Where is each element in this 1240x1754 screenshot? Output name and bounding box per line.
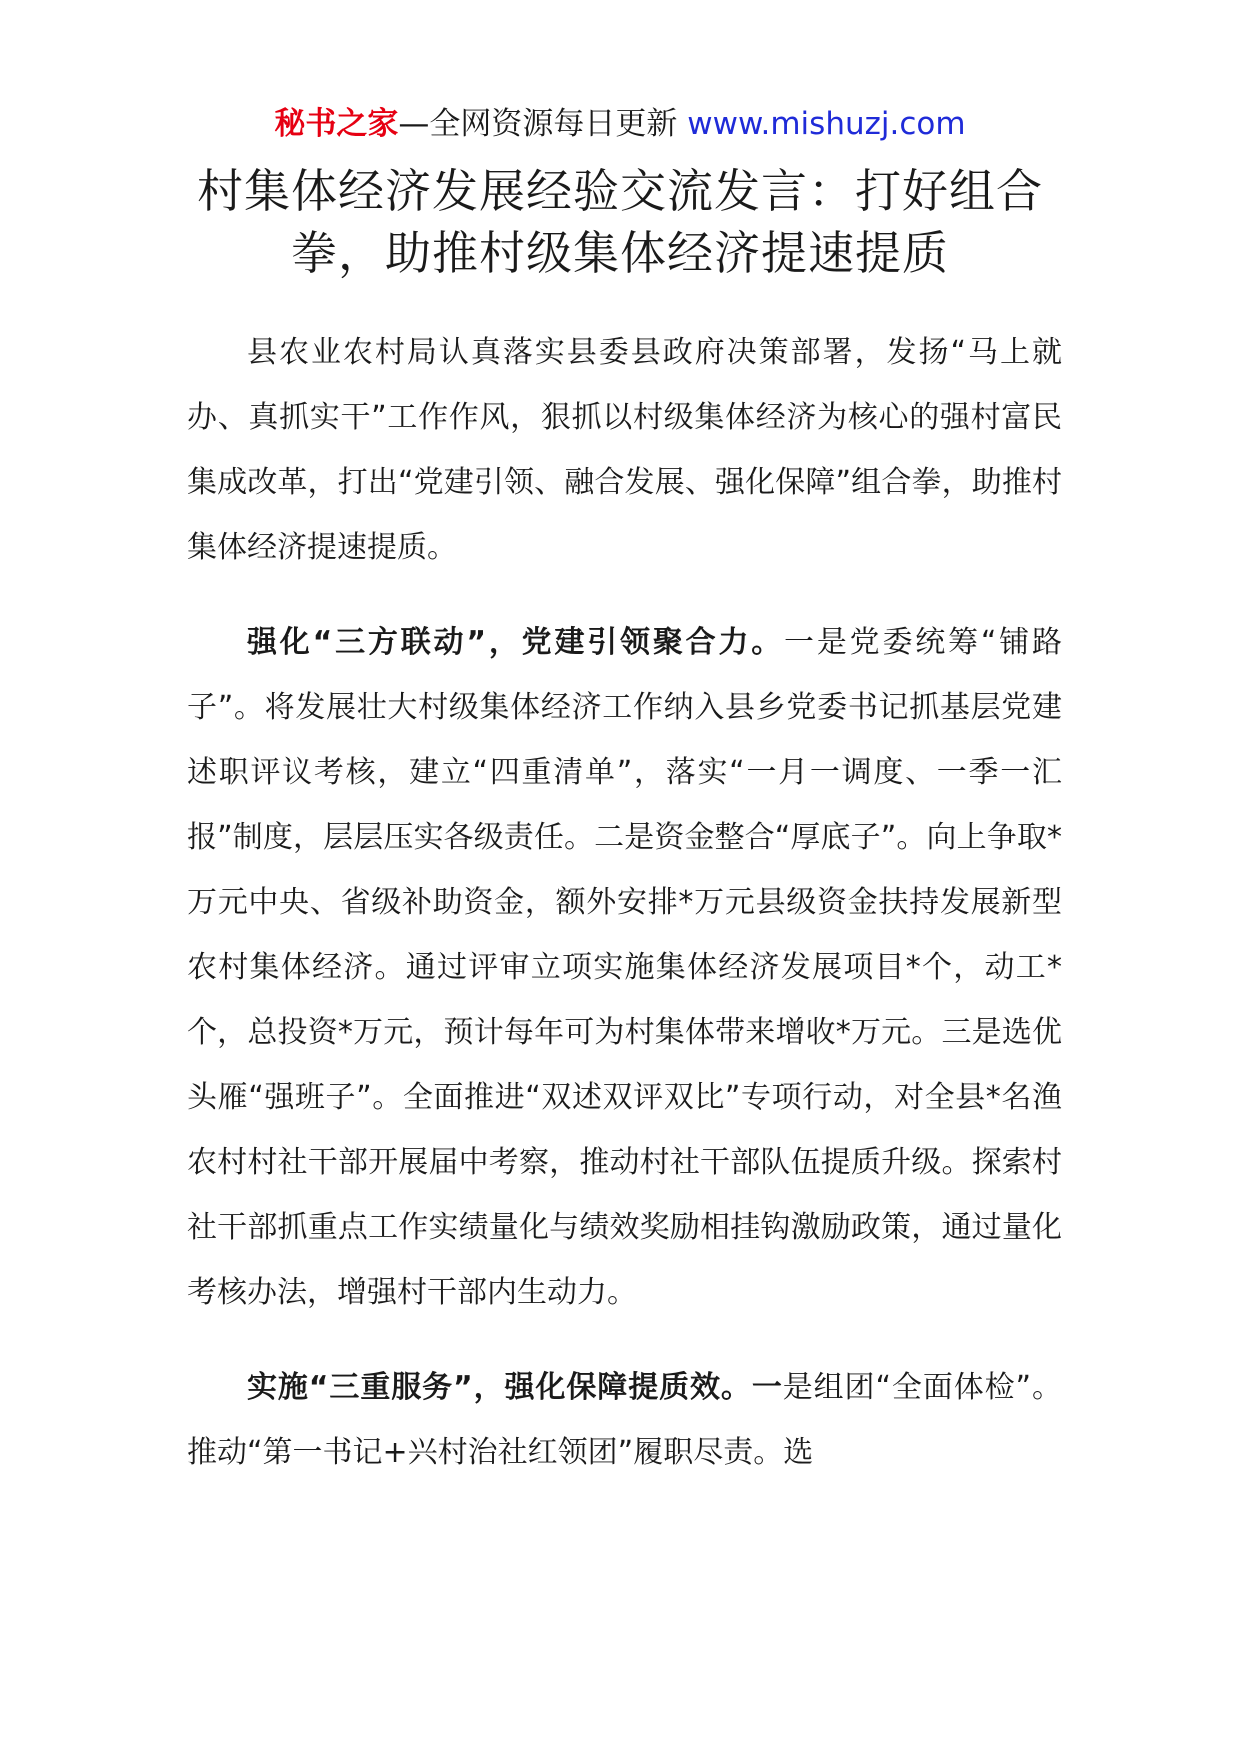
site-url-link[interactable]: www.mishuzj.com bbox=[687, 106, 966, 142]
paragraph-lead: 实施“三重服务”，强化保障提质效。一 bbox=[247, 1370, 783, 1405]
paragraph-text: 一是党委统筹“铺路子”。将发展壮大村级集体经济工作纳入县乡党委书记抓基层党建述职评议考核，建立“四重清单”，落实“一月一调度、一季一汇报”制度，层层压实各级责任。二是资金整合“厚底子”。向上争取*万元中央、省级补助资金，额外安排*万元县级资金扶持发展新型农村集体经济。通过评审立项实施集体经济发展项目*个，动工*个，总投资*万元，预计每年可为村集体带来增收*万元。三是选优头雁“强班子”。全面推进“双述双评双比”专项行动，对全县*名渔农村村社干部开展届中考察，推动村社干部队伍提质升级。探索村社干部抓重点工作实绩量化与绩效奖励相挂钩激励政策，通过量化考核办法，增强村干部内生动力。 bbox=[187, 625, 1062, 1310]
paragraph-services bbox=[187, 1355, 1062, 1485]
paragraph-lead: 强化“三方联动”，党建引领聚合力。 bbox=[247, 625, 785, 660]
paragraph-text: 县农业农村局认真落实县委县政府决策部署，发扬“马上就办、真抓实干”工作作风，狠抓以村级集体经济为核心的强村富民集成改革，打出“党建引领、融合发展、强化保障”组合拳，助推村集体经济提速提质。 bbox=[187, 335, 1062, 565]
paragraph-party-building bbox=[187, 610, 1062, 1325]
banner-tagline: —全网资源每日更新 bbox=[398, 106, 688, 142]
paragraph-text: 是组团“全面体检”。推动“第一书记+兴村治社红领团”履职尽责。选 bbox=[187, 1370, 1062, 1470]
brand-name: 秘书之家 bbox=[274, 106, 399, 142]
document-title: 村集体经济发展经验交流发言：打好组合拳，助推村级集体经济提速提质 bbox=[197, 164, 1043, 280]
document-body bbox=[187, 320, 1062, 1515]
paragraph-intro bbox=[187, 320, 1062, 580]
site-banner bbox=[0, 102, 1240, 146]
